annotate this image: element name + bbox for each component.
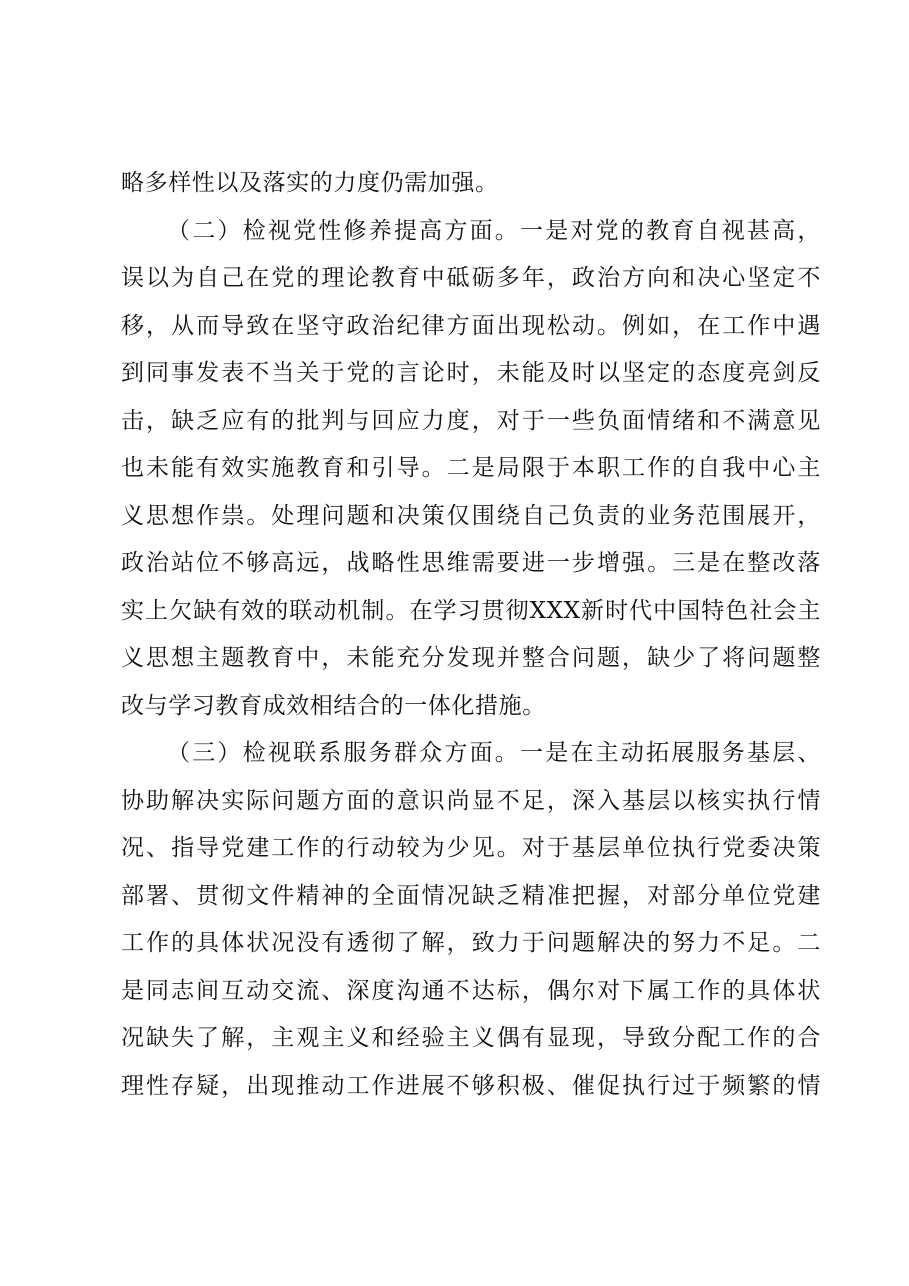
paragraph-continuation — [121, 160, 821, 208]
text-line: 略多样性以及落实的力度仍需加强。 — [121, 170, 499, 196]
text-line: 改与学习教育成效相结合的一体化措施。 — [121, 692, 546, 719]
text-line: （二）检视党性修养提高方面。一是对党的教育自视甚高， — [167, 217, 821, 244]
paragraph-section-two — [121, 208, 821, 731]
text-line: 到同事发表不当关于党的言论时，未能及时以坚定的态度亮剑反 — [121, 360, 821, 386]
text-line: 况、指导党建工作的行动较为少见。对于基层单位执行党委决策 — [121, 835, 821, 861]
text-line: 义思想作祟。处理问题和决策仅围绕自己负责的业务范围展开， — [121, 502, 821, 529]
text-line: 工作的具体状况没有透彻了解，致力于问题解决的努力不足。二 — [121, 930, 821, 956]
text-line: 也未能有效实施教育和引导。二是局限于本职工作的自我中心主 — [121, 455, 821, 481]
text-line: 义思想主题教育中，未能充分发现并整合问题，缺少了将问题整 — [121, 645, 821, 671]
paragraph-section-three — [121, 730, 821, 1110]
text-line: 实上欠缺有效的联动机制。在学习贯彻XXX新时代中国特色社会主 — [121, 597, 821, 624]
text-line: 协助解决实际问题方面的意识尚显不足，深入基层以核实执行情 — [121, 787, 821, 814]
text-line: 击，缺乏应有的批判与回应力度，对于一些负面情绪和不满意见 — [121, 407, 821, 434]
text-line: 移，从而导致在坚守政治纪律方面出现松动。例如，在工作中遇 — [121, 312, 821, 339]
text-line: 部署、贯彻文件精神的全面情况缺乏精准把握，对部分单位党建 — [121, 882, 821, 909]
text-line: （三）检视联系服务群众方面。一是在主动拓展服务基层、 — [167, 740, 821, 766]
document-body — [121, 160, 821, 1110]
text-line: 理性存疑，出现推动工作进展不够积极、催促执行过于频繁的情 — [121, 1072, 821, 1099]
text-line: 政治站位不够高远，战略性思维需要进一步增强。三是在整改落 — [121, 550, 821, 576]
text-line: 是同志间互动交流、深度沟通不达标，偶尔对下属工作的具体状 — [121, 977, 821, 1004]
text-line: 况缺失了解，主观主义和经验主义偶有显现，导致分配工作的合 — [121, 1025, 821, 1051]
text-line: 误以为自己在党的理论教育中砥砺多年，政治方向和决心坚定不 — [121, 265, 821, 291]
